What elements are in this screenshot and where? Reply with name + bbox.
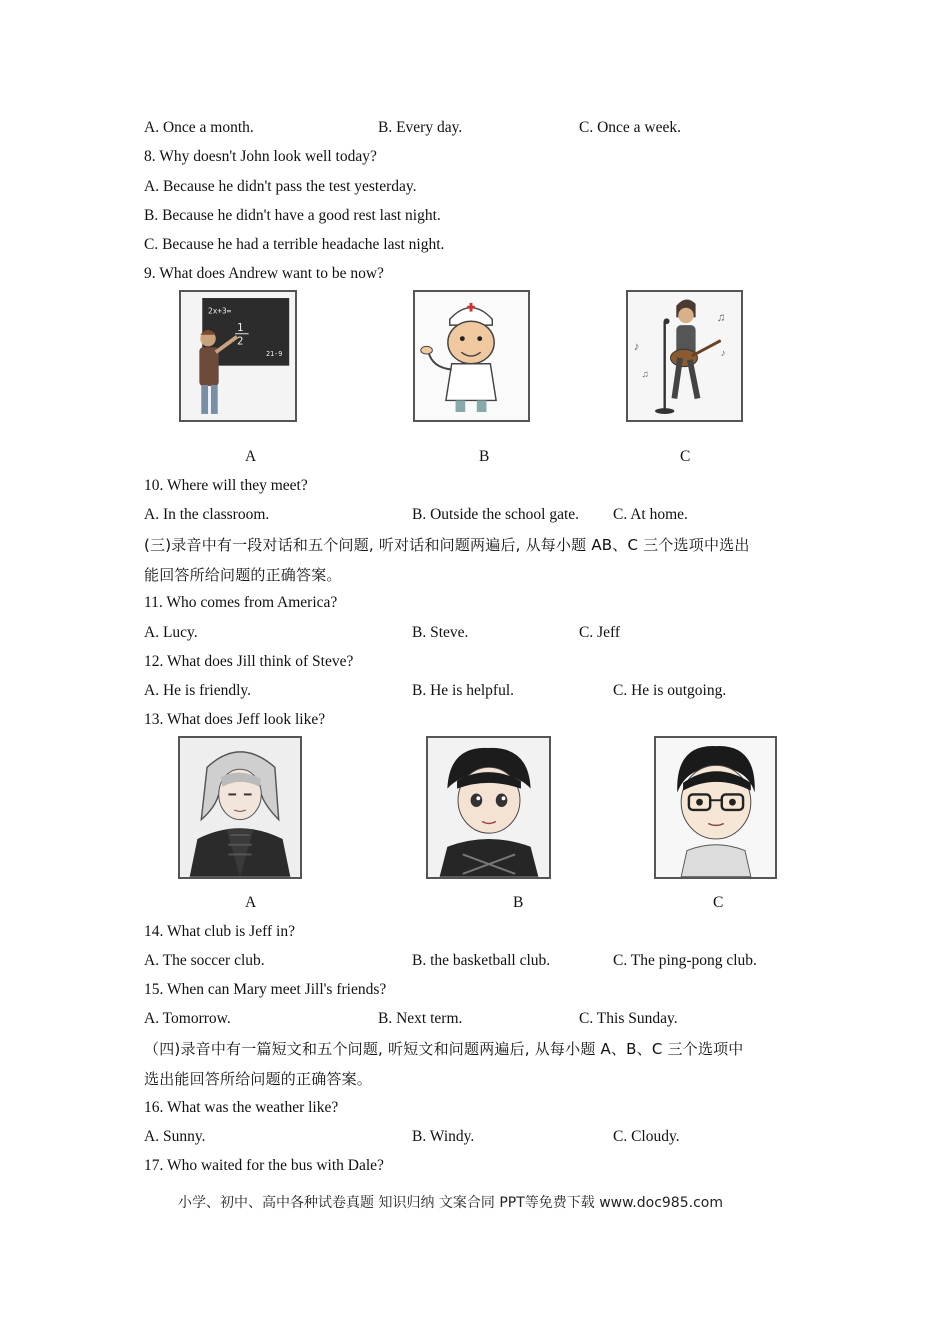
q16-option-b: B. Windy. [412, 1128, 475, 1145]
q10-question: 10. Where will they meet? [144, 477, 308, 494]
q16-option-a: A. Sunny. [144, 1128, 206, 1145]
q12-question: 12. What does Jill think of Steve? [144, 653, 354, 670]
svg-text:♫: ♫ [641, 369, 649, 381]
q9-label-a: A [245, 448, 257, 465]
boy-short-hair-picture [426, 736, 551, 879]
q13-label-c: C [713, 894, 724, 911]
svg-text:♪: ♪ [720, 348, 726, 359]
q12-option-c: C. He is outgoing. [613, 682, 727, 699]
q13-label-b: B [513, 894, 524, 911]
doctor-picture [413, 290, 530, 422]
q17-question: 17. Who waited for the bus with Dale? [144, 1157, 384, 1174]
section4-instruction-line2: 选出能回答所给问题的正确答案。 [144, 1070, 373, 1088]
q10-option-b: B. Outside the school gate. [412, 506, 580, 523]
q15-option-c: C. This Sunday. [579, 1010, 678, 1027]
q9-label-b: B [479, 448, 490, 465]
q13-question: 13. What does Jeff look like? [144, 711, 326, 728]
q12-option-a: A. He is friendly. [144, 682, 252, 699]
q11-question: 11. Who comes from America? [144, 594, 338, 611]
q8-question: 8. Why doesn't John look well today? [144, 148, 377, 165]
teacher-picture [179, 290, 297, 422]
svg-text:1: 1 [237, 320, 244, 334]
blackboard-text: 2x+3= [208, 306, 232, 316]
q7-option-a: A. Once a month. [144, 119, 254, 136]
q8-option-b: B. Because he didn't have a good rest last night. [144, 207, 441, 224]
q15-option-a: A. Tomorrow. [144, 1010, 231, 1027]
q16-question: 16. What was the weather like? [144, 1099, 339, 1116]
q15-option-b: B. Next term. [378, 1010, 463, 1027]
q8-option-c: C. Because he had a terrible headache last night. [144, 236, 445, 253]
q10-option-c: C. At home. [613, 506, 688, 523]
page-footer: 小学、初中、高中各种试卷真题 知识归纳 文案合同 PPT等免费下载 www.doc985.com [178, 1195, 723, 1211]
svg-text:♪: ♪ [633, 340, 640, 354]
q8-option-a: A. Because he didn't pass the test yesterday. [144, 178, 417, 195]
section3-instruction-line2: 能回答所给问题的正确答案。 [144, 566, 342, 584]
q9-question: 9. What does Andrew want to be now? [144, 265, 384, 282]
q14-option-a: A. The soccer club. [144, 952, 265, 969]
q15-question: 15. When can Mary meet Jill's friends? [144, 981, 387, 998]
q14-option-b: B. the basketball club. [412, 952, 551, 969]
section4-instruction-line1: （四)录音中有一篇短文和五个问题, 听短文和问题两遍后, 从每小题 A、B、C 三个选项中 [144, 1040, 744, 1058]
q7-option-c: C. Once a week. [579, 119, 681, 136]
q9-label-c: C [680, 448, 691, 465]
q11-option-a: A. Lucy. [144, 624, 198, 641]
svg-text:21-9: 21-9 [266, 350, 283, 358]
q7-option-b: B. Every day. [378, 119, 463, 136]
boy-glasses-picture [654, 736, 777, 879]
svg-text:♫: ♫ [716, 311, 726, 325]
section3-instruction-line1: (三)录音中有一段对话和五个问题, 听对话和问题两遍后, 从每小题 AB、C 三个选项中选出 [144, 536, 750, 554]
q11-option-b: B. Steve. [412, 624, 469, 641]
q13-label-a: A [245, 894, 257, 911]
q12-option-b: B. He is helpful. [412, 682, 515, 699]
q14-option-c: C. The ping-pong club. [613, 952, 757, 969]
q10-option-a: A. In the classroom. [144, 506, 270, 523]
q14-question: 14. What club is Jeff in? [144, 923, 295, 940]
boy-long-hair-picture [178, 736, 302, 879]
svg-text:2: 2 [237, 334, 244, 348]
q11-option-c: C. Jeff [579, 624, 621, 641]
singer-picture [626, 290, 743, 422]
q16-option-c: C. Cloudy. [613, 1128, 680, 1145]
